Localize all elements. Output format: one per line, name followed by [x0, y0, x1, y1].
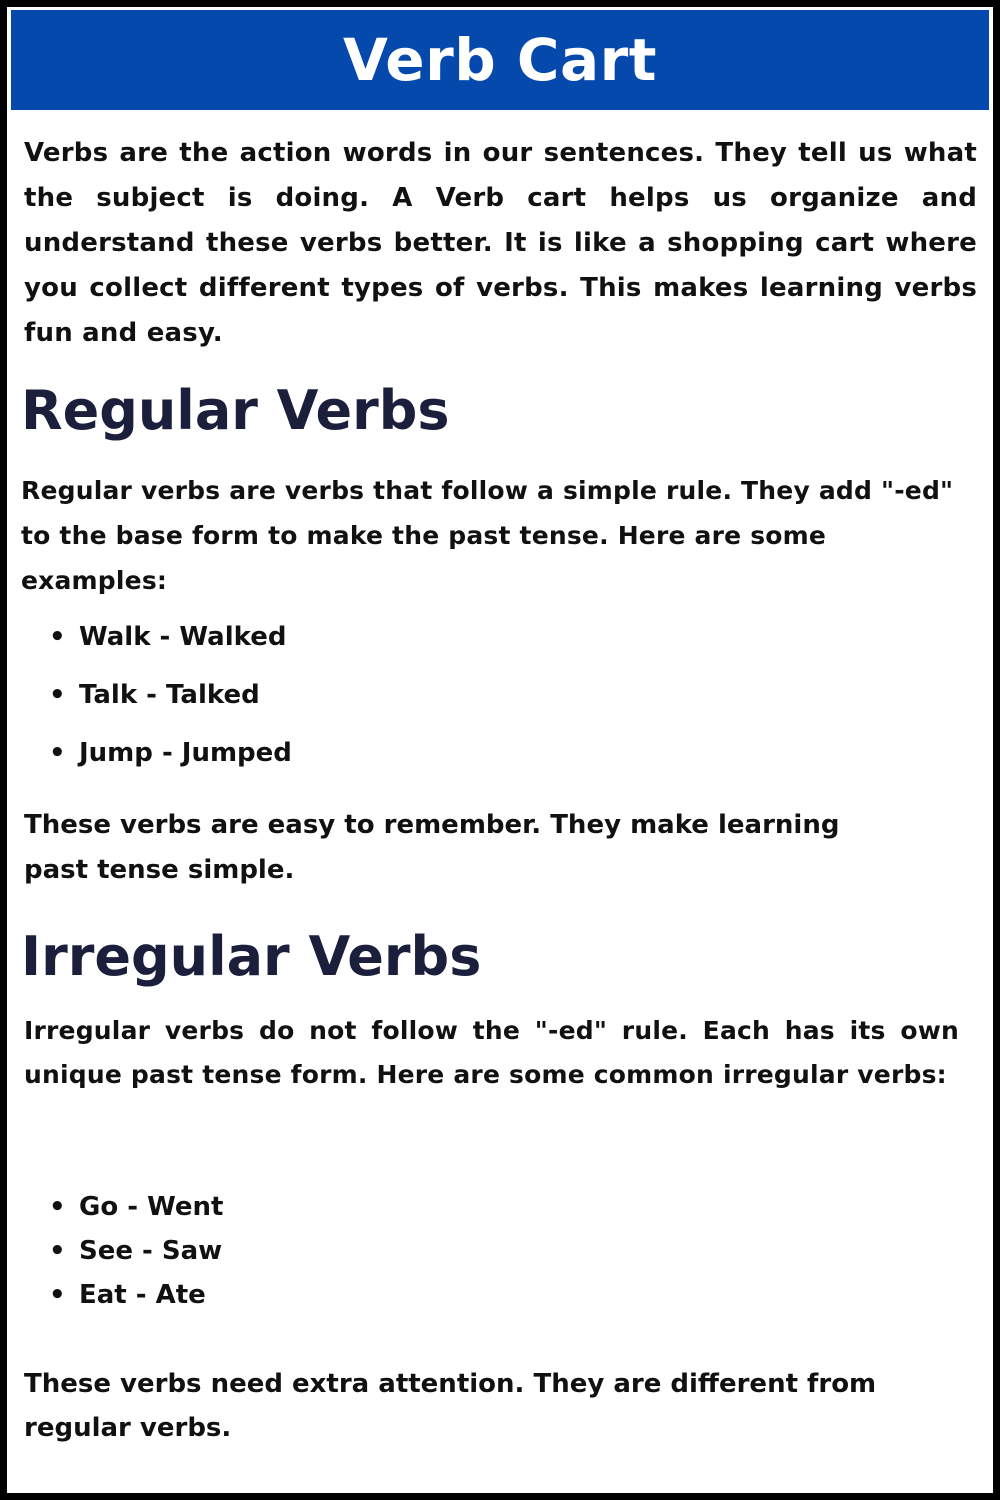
page-title: Verb Cart: [343, 26, 657, 94]
title-banner: [11, 10, 989, 110]
bullet-icon: •: [49, 1192, 66, 1222]
regular-verbs-note: These verbs are easy to remember. They make learning past tense simple.: [24, 810, 840, 885]
bullet-icon: •: [49, 1280, 66, 1310]
bullet-icon: •: [49, 738, 66, 768]
intro-paragraph: Verbs are the action words in our sentences. They tell us what the subject is doing. A Verb cart helps us organize and understand these verbs better. It is like a shopping cart where you collect different types of verbs. This makes learning verbs fun and easy.: [24, 138, 977, 348]
irregular-verbs-heading: Irregular Verbs: [21, 925, 482, 988]
document-page: [7, 7, 993, 1493]
regular-verbs-heading: Regular Verbs: [21, 379, 450, 442]
list-item: • Talk - Talked: [49, 673, 292, 731]
list-item: • Go - Went: [49, 1185, 223, 1229]
list-item: • Walk - Walked: [49, 615, 292, 673]
list-item: • Eat - Ate: [49, 1273, 223, 1317]
irregular-verbs-list: [49, 1185, 223, 1317]
list-item: • Jump - Jumped: [49, 731, 292, 789]
bullet-icon: •: [49, 622, 66, 652]
irregular-verbs-description: Irregular verbs do not follow the "-ed" rule. Each has its own unique past tense form. Here are some common irregular verbs:: [24, 1016, 959, 1089]
bullet-icon: •: [49, 1236, 66, 1266]
bullet-icon: •: [49, 680, 66, 710]
list-item: • See - Saw: [49, 1229, 223, 1273]
regular-verbs-list: [49, 615, 292, 789]
irregular-verbs-note: These verbs need extra attention. They are different from regular verbs.: [24, 1369, 877, 1443]
regular-verbs-description: Regular verbs are verbs that follow a simple rule. They add "-ed" to the base form to make the past tense. Here are some examples:: [21, 476, 954, 595]
